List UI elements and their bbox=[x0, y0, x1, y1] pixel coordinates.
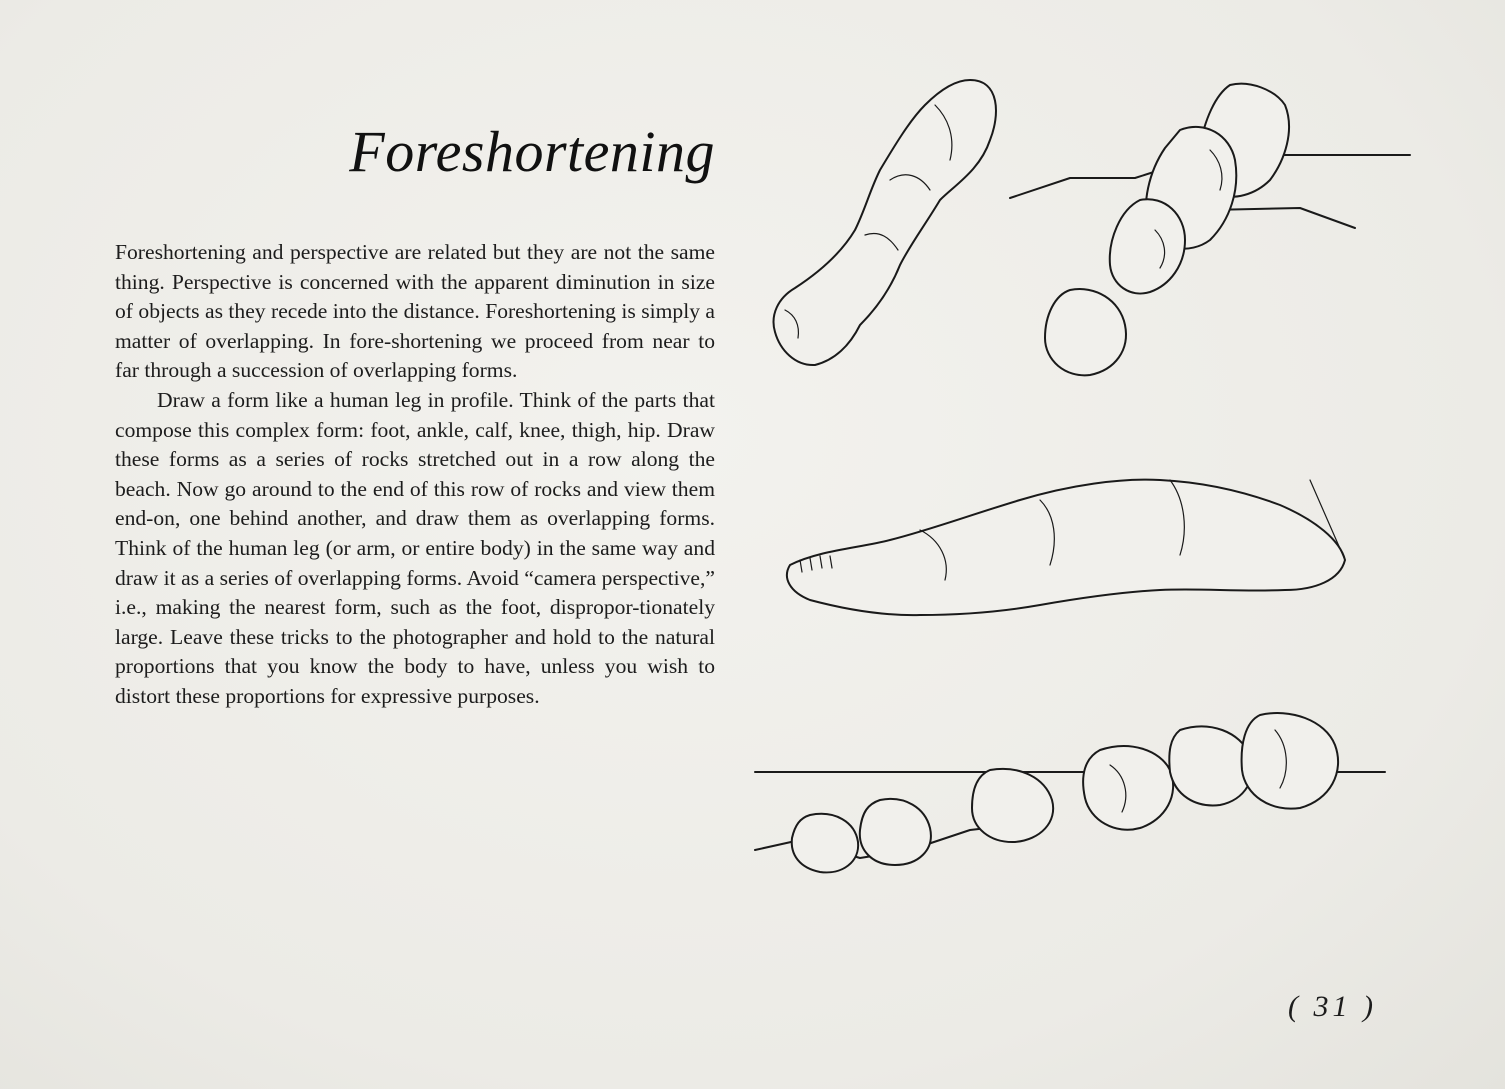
paragraph-2: Draw a form like a human leg in profile. Think of the parts that compose this complex form: foot, ankle, calf, knee, thigh, hip. Draw these forms as a series of rocks stretched out in a row along the beach. Now go around to the end of this row of rocks and view them end-on, one behind another, and draw them as overlapping forms. Think of the human leg (or arm, or entire body) in the same way and draw it as a series of overlapping forms. Avoid “camera perspective,” i.e., making the nearest form, such as the foot, dispropor-tionately large. Leave these tricks to the photographer and hold to the natural proportions that you know the body to have, unless you wish to distort these proportions for expressive purposes. bbox=[115, 387, 715, 708]
foreshortened-leg-and-rocks-drawing-icon bbox=[740, 60, 1420, 900]
page-title: Foreshortening bbox=[349, 119, 715, 184]
paragraph-1: Foreshortening and perspective are related but they are not the same thing. Perspective is concerned with the apparent diminution in size of objects as they recede into the distance. Foreshortening is simply a matter of overlapping. In fore-shortening we proceed from near to far through a succession of overlapping forms. bbox=[115, 240, 715, 383]
body-text bbox=[115, 238, 715, 712]
page-number: ( 31 ) bbox=[1288, 990, 1377, 1023]
